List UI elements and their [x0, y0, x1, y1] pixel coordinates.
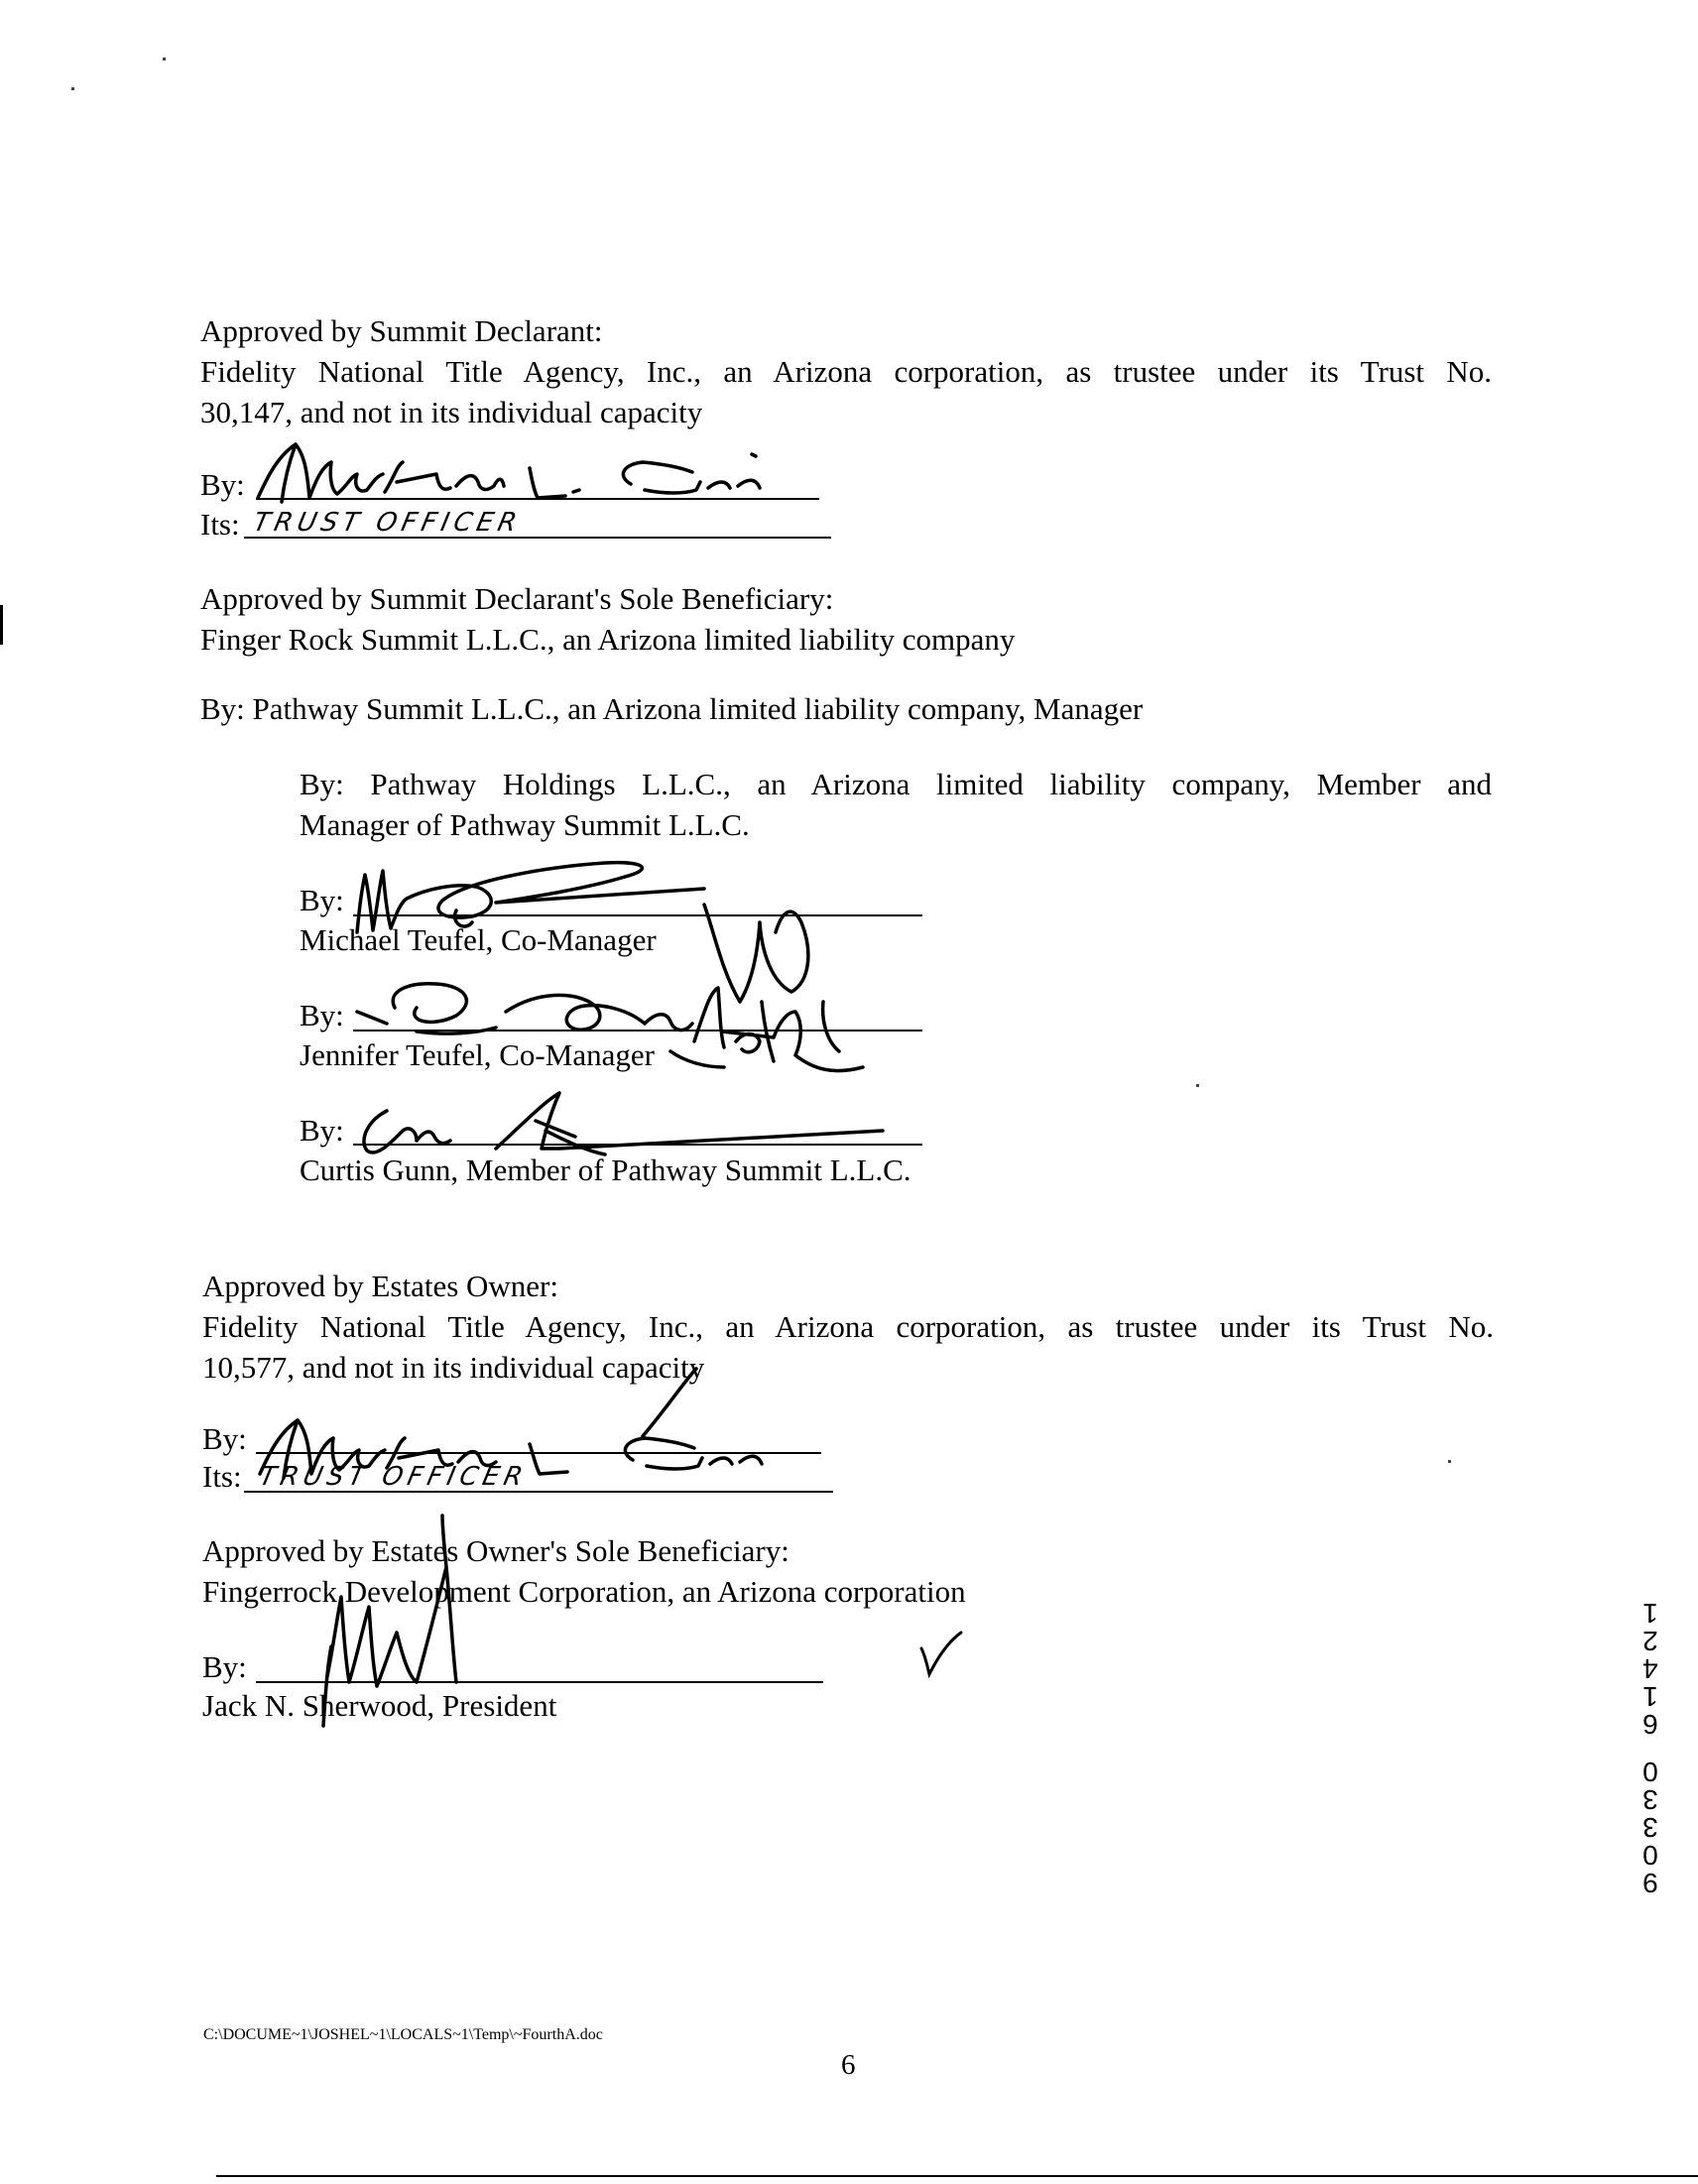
- footer-file-path: C:\DOCUME~1\JOSHEL~1\LOCALS~1\Temp\~FourthA.doc: [203, 2026, 603, 2043]
- signer-name: Jennifer Teufel, Co-Manager: [300, 1037, 655, 1072]
- stamp-digit: 3: [1642, 1784, 1658, 1815]
- paragraph-line: 30,147, and not in its individual capacity: [200, 395, 703, 429]
- signature-martha-2: [250, 1349, 845, 1527]
- page-number: 6: [841, 2049, 856, 2081]
- stamp-digit: 1: [1642, 1598, 1658, 1629]
- manager-line: [200, 688, 1143, 729]
- scan-speck: [1448, 1460, 1451, 1463]
- manager-text: By: Pathway Summit L.L.C., an Arizona limited liability company, Manager: [200, 691, 1144, 726]
- holdings-paragraph: [300, 764, 1492, 845]
- handwritten-title: TRUST OFFICER: [256, 1462, 531, 1492]
- stamp-digit: 3: [1642, 1812, 1658, 1843]
- page-edge-bottom: [216, 2175, 1698, 2177]
- section-heading: Approved by Estates Owner's Sole Beneficiary:: [202, 1533, 789, 1568]
- paragraph-line: Fidelity National Title Agency, Inc., an Arizona corporation, as trustee under its Trust No.: [202, 1309, 1494, 1344]
- by-label: By:: [300, 883, 344, 917]
- its-label: Its:: [202, 1459, 242, 1494]
- its-label: Its:: [200, 507, 240, 542]
- page-edge-left: [0, 605, 3, 645]
- section-summit-beneficiary: [200, 578, 1492, 660]
- handwritten-title: TRUST OFFICER: [250, 508, 525, 538]
- by-label: By:: [202, 1649, 247, 1684]
- paragraph-line: Manager of Pathway Summit L.L.C.: [300, 807, 750, 842]
- stamp-digit: 4: [1642, 1653, 1658, 1684]
- by-label: By:: [202, 1421, 247, 1456]
- by-label: By:: [300, 998, 344, 1032]
- signer-name: Jack N. Sherwood, President: [202, 1688, 557, 1723]
- section-heading: Approved by Summit Declarant's Sole Beneficiary:: [200, 581, 834, 616]
- signer-name: Curtis Gunn, Member of Pathway Summit L.L.C.: [300, 1153, 911, 1187]
- stamp-digit: 2: [1642, 1626, 1658, 1656]
- paragraph-line: 10,577, and not in its individual capacity: [202, 1350, 705, 1385]
- by-label: By:: [200, 467, 245, 502]
- section-summit-declarant: [200, 310, 1492, 432]
- stamp-digit: 9: [1642, 1868, 1658, 1898]
- signer-name: Michael Teufel, Co-Manager: [300, 922, 657, 957]
- company-line: Finger Rock Summit L.L.C., an Arizona limited liability company: [200, 622, 1016, 657]
- scan-speck: [71, 87, 74, 90]
- scan-speck: [1196, 1084, 1199, 1087]
- section-heading: Approved by Estates Owner:: [202, 1269, 558, 1303]
- stamp-digit: 1: [1642, 1681, 1658, 1712]
- scan-speck: [163, 58, 166, 61]
- check-icon: [917, 1629, 967, 1678]
- document-stamp-number: [1635, 1599, 1666, 1896]
- stamp-digit: 0: [1642, 1840, 1658, 1871]
- paragraph-line: By: Pathway Holdings L.L.C., an Arizona limited liability company, Member and: [300, 767, 1492, 801]
- signature-curtis-gunn: [347, 1071, 903, 1210]
- signature-jack-sherwood: [298, 1508, 536, 1746]
- by-label: By:: [300, 1113, 344, 1148]
- stamp-digit: 6: [1642, 1709, 1658, 1740]
- company-line: Fingerrock Development Corporation, an Arizona corporation: [202, 1574, 966, 1609]
- paragraph-line: Fidelity National Title Agency, Inc., an Arizona corporation, as trustee under its Trust No.: [200, 354, 1492, 389]
- section-heading: Approved by Summit Declarant:: [200, 313, 603, 348]
- stamp-digit: 0: [1642, 1757, 1658, 1787]
